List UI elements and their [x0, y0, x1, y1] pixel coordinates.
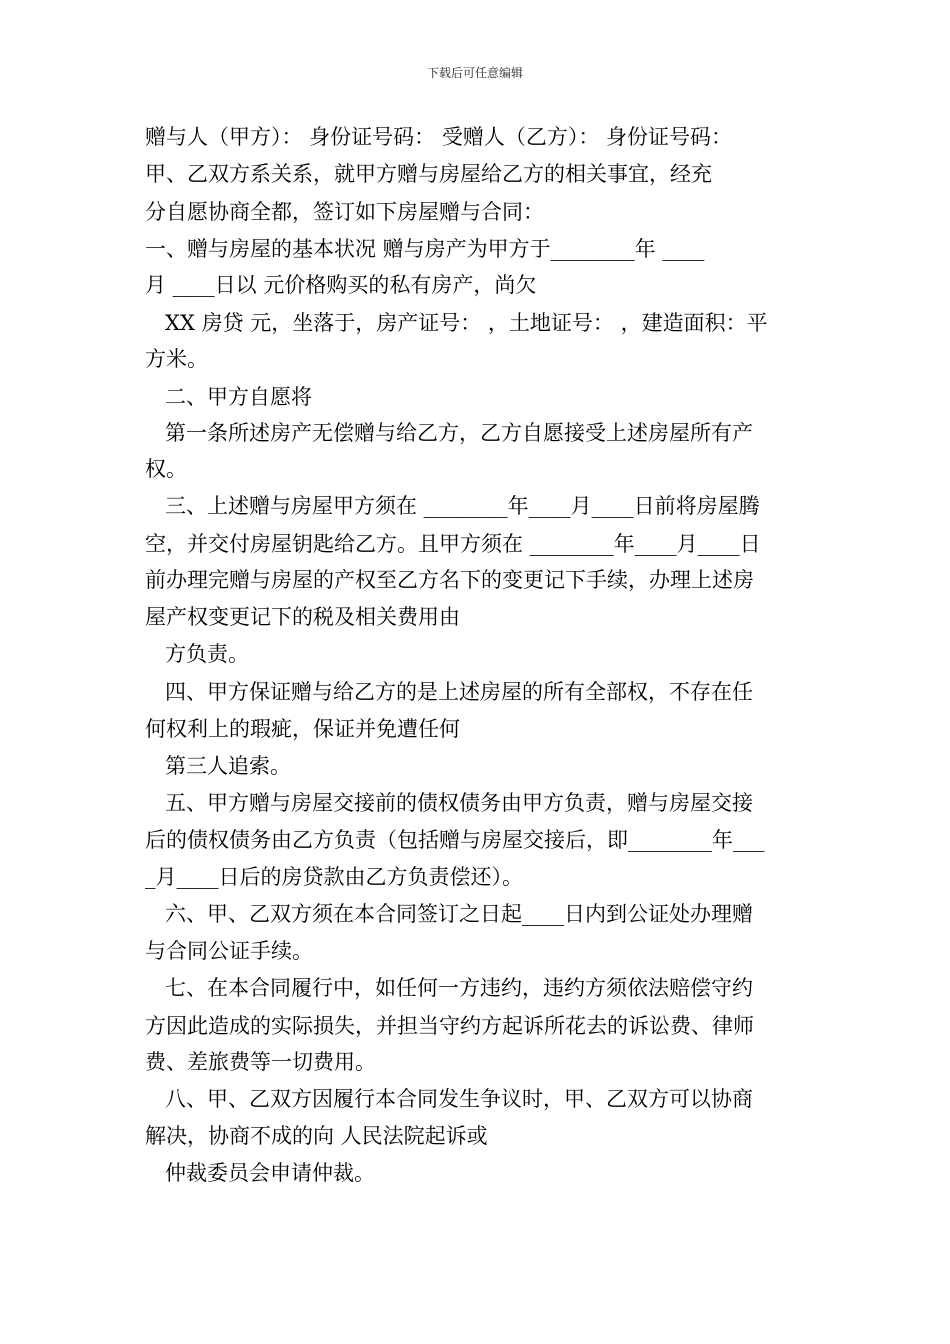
- paragraph-line: 屋产权变更记下的税及相关费用由: [145, 605, 460, 629]
- paragraph-line: 权。: [145, 457, 187, 481]
- section-5-line: 五、甲方赠与房屋交接前的债权债务由甲方负责，赠与房屋交接: [165, 791, 753, 815]
- paragraph-line: 方因此造成的实际损失，并担当守约方起诉所花去的诉讼费、律师: [145, 1014, 754, 1038]
- section-7-line: 七、在本合同履行中，如任何一方违约，违约方须依法赔偿守约: [165, 976, 753, 1000]
- section-3-line: 三、上述赠与房屋甲方须在 ________年____月____日前将房屋腾: [165, 494, 760, 518]
- section-1-line: 一、赠与房屋的基本状况 赠与房产为甲方于________年 ____: [145, 237, 705, 261]
- paragraph-line: 费、差旅费等一切费用。: [145, 1050, 376, 1074]
- paragraph-line: _月____日后的房贷款由乙方负责偿还）。: [145, 865, 523, 889]
- paragraph-line: XX 房贷 元，坐落于，房产证号： ，土地证号： ，建造面积：平: [165, 311, 768, 335]
- section-2-line: 二、甲方自愿将: [165, 385, 312, 409]
- section-8-line: 八、甲、乙双方因履行本合同发生争议时，甲、乙双方可以协商: [165, 1087, 753, 1111]
- paragraph-line: 前办理完赠与房屋的产权至乙方名下的变更记下手续，办理上述房: [145, 568, 754, 592]
- paragraph-line: 甲、乙双方系关系，就甲方赠与房屋给乙方的相关事宜，经充: [145, 162, 712, 186]
- section-4-line: 四、甲方保证赠与给乙方的是上述房屋的所有全部权，不存在任: [165, 680, 753, 704]
- paragraph-line: 第一条所述房产无偿赠与给乙方，乙方自愿接受上述房屋所有产: [165, 421, 753, 445]
- paragraph-line: 月 ____日以 元价格购买的私有房产，尚欠: [145, 273, 537, 297]
- donor-recipient-line: 赠与人（甲方）： 身份证号码： 受赠人（乙方）： 身份证号码：: [145, 125, 733, 149]
- paragraph-line: 仲裁委员会申请仲裁。: [165, 1161, 375, 1185]
- paragraph-line: 空，并交付房屋钥匙给乙方。且甲方须在 ________年____月____日: [145, 532, 761, 556]
- paragraph-line: 何权利上的瑕疵，保证并免遭任何: [145, 717, 460, 741]
- paragraph-line: 解决，协商不成的向 人民法院起诉或: [145, 1124, 488, 1148]
- paragraph-line: 方米。: [145, 347, 208, 371]
- paragraph-line: 与合同公证手续。: [145, 939, 313, 963]
- section-6-line: 六、甲、乙双方须在本合同签订之日起____日内到公证处办理赠: [165, 902, 753, 926]
- paragraph-line: 方负责。: [165, 642, 249, 666]
- paragraph-line: 分自愿协商全都，签订如下房屋赠与合同：: [145, 200, 544, 224]
- page-header: 下载后可任意编辑: [426, 66, 523, 80]
- paragraph-line: 第三人追索。: [165, 754, 291, 778]
- paragraph-line: 后的债权债务由乙方负责（包括赠与房屋交接后，即________年___: [145, 828, 765, 852]
